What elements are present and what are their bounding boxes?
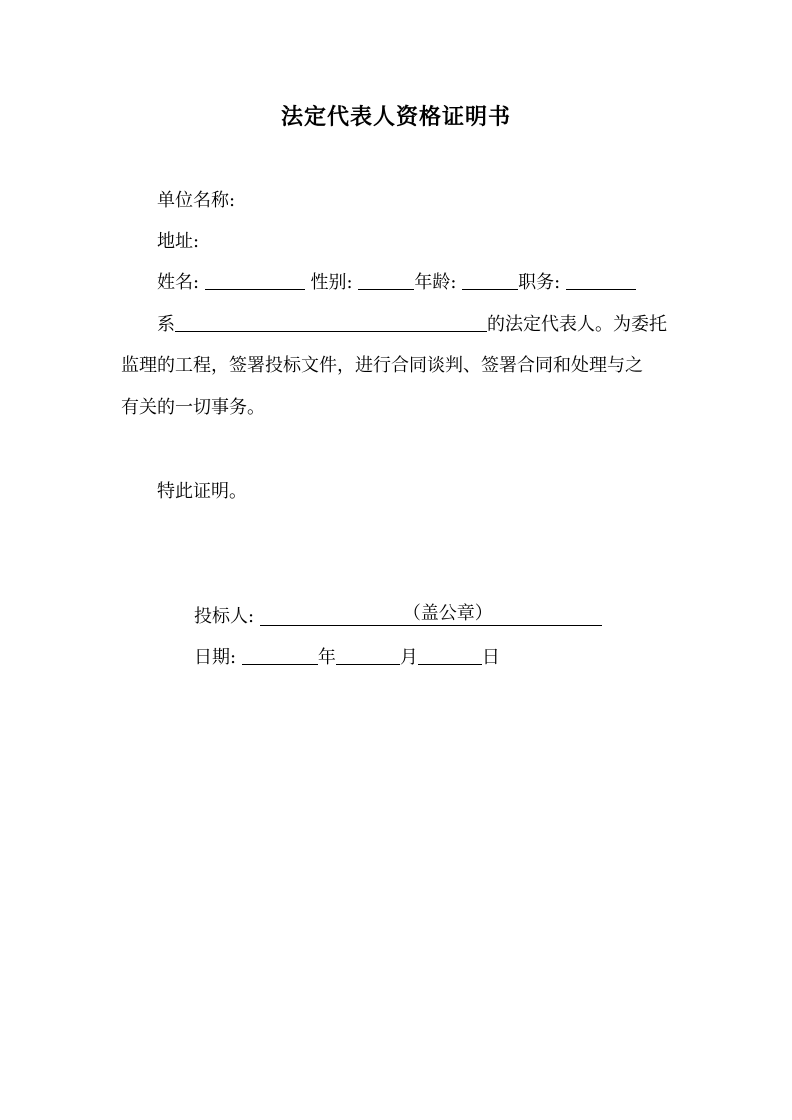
- relation-line: [157, 313, 667, 337]
- position-label: 职务:: [518, 272, 561, 293]
- unit-name-line: [157, 189, 235, 213]
- position-blank[interactable]: [566, 271, 636, 290]
- unit-name-label: 单位名称:: [157, 190, 236, 211]
- year-label: 年: [317, 647, 336, 668]
- seal-note: （盖公章）: [402, 603, 493, 624]
- month-blank[interactable]: [336, 646, 400, 665]
- address-line: [157, 230, 199, 254]
- document-title: 法定代表人资格证明书: [280, 104, 511, 130]
- personal-info-line: [157, 271, 636, 295]
- age-label: 年龄:: [414, 272, 457, 293]
- closing-line: [157, 480, 247, 504]
- relation-suffix: 的法定代表人。为委托: [487, 314, 667, 335]
- gender-label: 性别:: [310, 272, 353, 293]
- gender-blank[interactable]: [358, 271, 414, 290]
- bidder-line: [194, 603, 602, 629]
- day-label: 日: [481, 647, 500, 668]
- company-blank[interactable]: [175, 313, 487, 332]
- body-text-3: 有关的一切事务。: [121, 397, 265, 418]
- date-line: [194, 646, 500, 670]
- year-blank[interactable]: [242, 646, 318, 665]
- address-label: 地址:: [157, 231, 200, 252]
- relation-prefix: 系: [157, 314, 175, 335]
- body-text-2: 监理的工程，签署投标文件，进行合同谈判、签署合同和处理与之: [121, 355, 643, 376]
- name-blank[interactable]: [205, 271, 305, 290]
- closing-text: 特此证明。: [157, 481, 247, 502]
- age-blank[interactable]: [462, 271, 518, 290]
- month-label: 月: [399, 647, 418, 668]
- bidder-blank[interactable]: [260, 603, 602, 626]
- bidder-label: 投标人:: [194, 606, 255, 627]
- body-line-3: [121, 396, 265, 420]
- name-label: 姓名:: [157, 272, 200, 293]
- day-blank[interactable]: [418, 646, 482, 665]
- date-label: 日期:: [194, 647, 237, 668]
- body-line-2: [121, 354, 643, 378]
